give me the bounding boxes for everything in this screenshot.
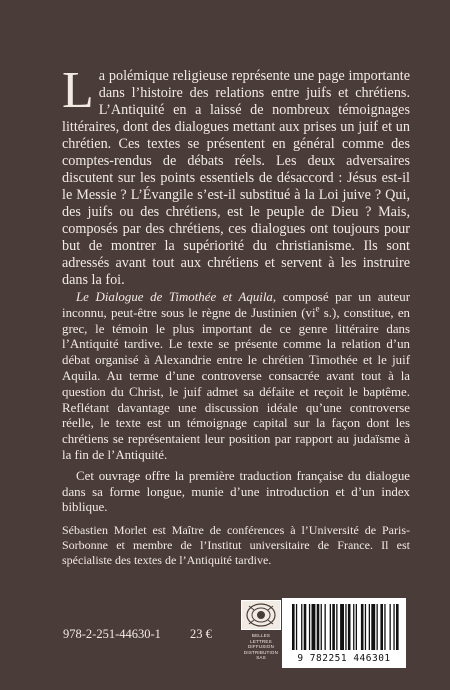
barcode-digits: 9 782251 446301: [297, 653, 391, 664]
paragraph-1-text: a polémique religieuse représente une page importante dans l’histoire des relations entre juifs et chrétiens. L’Antiquité en a laissé de nombreux témoignages littéraires, dont des dialogues mettant aux prises un juif et un chrétien. Ces textes se présentent en général comme des comptes-rendus de débats réels. Les deux adversaires discutent sur les points essentiels de désaccord : Jésus est-il le Messie ? L’Évangile s’est-il substitué à la Loi juive ? Qui, des juifs ou des chrétiens, est le peuple de Dieu ? Mais, composés par des chrétiens, ces dialogues ont toujours pour but de montrer la supériorité du christianisme. Ils sont adressés avant tout aux chrétiens et servent à les instruire dans la foi.: [62, 68, 410, 288]
century-superscript: e: [315, 303, 320, 314]
publisher-emblem-icon: [241, 600, 281, 630]
blurb-paragraph-1: [62, 62, 410, 289]
barcode-bars-icon: [282, 598, 406, 654]
blurb-paragraph-3: Cet ouvrage offre la première traduction française du dialogue dans sa forme longue, munie d’une introduction et d’un index biblique.: [62, 468, 410, 515]
isbn: 978-2-251-44630-1: [63, 627, 161, 641]
publisher-logo: [241, 600, 281, 662]
barcode: [282, 598, 406, 668]
paragraph-2-text-a: , composé par un auteur inconnu, peut-être sous le règne de Justinien (vi: [62, 290, 410, 320]
paragraph-2-text-b: s.), constitue, en grec, le témoin le plus important de ce genre littéraire dans l’Antiquité tardive. Le texte se présente comme la relation d’un débat organisé à Alexandrie entre le chrétien Timothée et le juif Aquila. Au terme d’une controverse consacrée avant tout à la question du Christ, le juif admet sa défaite et reçoit le baptême. Reflétant davantage une discussion idéale qu’une controverse réelle, le texte est un témoignage capital sur la façon dont les chrétiens se représentaient leur position par rapport au judaïsme à la fin de l’Antiquité.: [62, 305, 410, 462]
blurb-paragraph-2: [62, 290, 410, 464]
author-bio: Sébastien Morlet est Maître de conférences à l’Université de Paris-Sorbonne et membre de l’Institut universitaire de France. Il est spécialiste des textes de l’Antiquité tardive.: [62, 523, 410, 568]
price: 23 €: [190, 627, 212, 641]
blurb: [62, 62, 410, 568]
work-title: Le Dialogue de Timothée et Aquila: [76, 290, 273, 304]
publisher-logo-text: BELLES LETTRES DIFFUSION DISTRIBUTION SAS: [243, 633, 279, 660]
drop-cap: L: [62, 62, 94, 119]
